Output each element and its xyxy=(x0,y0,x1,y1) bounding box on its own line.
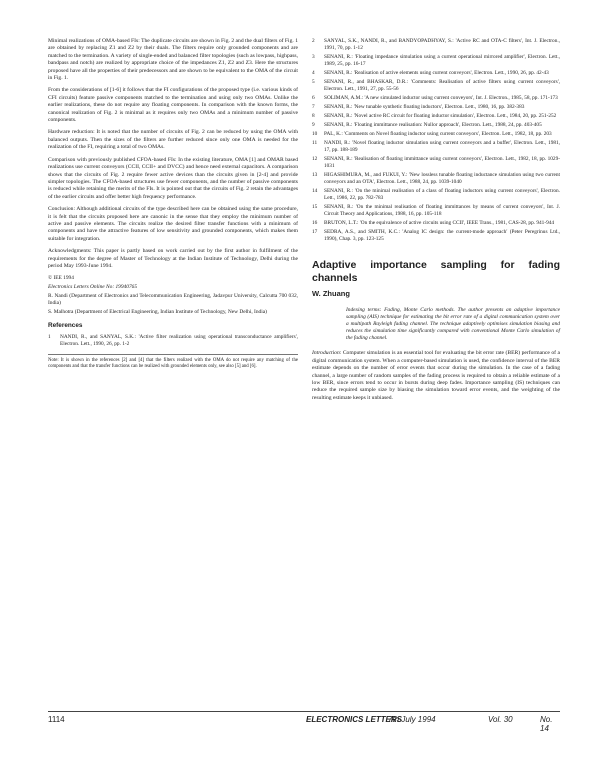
page-footer xyxy=(48,711,560,733)
reference-text: SANYAL, S.K., NANDI, R., and BANDYOPADHYAY, S.: 'Active RC and OTA-C filters', Int. J. Electron., 1991, 70, pp. 1-12 xyxy=(324,38,560,51)
reference-text: SENANI, R.: 'Novel active RC circuit for floating inductor simulation', Electron. Lett., 1984, 20, pp. 251-252 xyxy=(324,113,557,119)
reference-number: 12 xyxy=(312,156,318,162)
introduction-paragraph: Introduction: Computer simulation is an essential tool for evaluating the bit error rate (BER) performance of a digital communication system. When a computer-based simulation is used, the confidence interval of the BER estimate depends on the number of error events that occur during the simulation. In the case of a fading channel, a large number of random samples of the fading process is required to obtain a reliable estimate of a low BER, since errors tend to occur in bursts during deep fades. Importance sampling (IS) techniques can reduce the required sample size by biasing the simulation toward error events, and the weighting of the resulting estimate keeps it unbiased. xyxy=(312,350,561,401)
reference-item xyxy=(312,122,560,129)
reference-text: HIGASHIMURA, M., and FUKUI, Y.: 'New lossless tunable floating inductance simulation using two current conveyors and an OTA', Electron. Lett., 1988, 24, pp. 1039-1040 xyxy=(324,172,560,185)
reference-text: SENANI, R.: 'Realisation of floating immittance using current conveyors', Electron. Lett., 1982, 18, pp. 1029-1031 xyxy=(324,156,560,169)
paragraph-considerations: From the considerations of [1-6] it follows that the FI configurations of the proposed type (i.e. various kinds of CFI circuits) feature passive components matched to the termination and using only two OMAs. Unlike the earlier realizations, these do not require any floating components. In comparison with the known forms, the canonical realization of Fig. 2 is minimal as it requires only two OMAs and a minimum number of passive components. xyxy=(48,87,298,124)
reference-item xyxy=(312,188,560,202)
reference-number: 3 xyxy=(312,54,315,60)
reference-text: SENANI, R.: 'Realisation of active elements using current conveyors', Electron. Lett., 1990, 26, pp. 42-43 xyxy=(324,70,549,76)
references-heading: References xyxy=(48,322,83,330)
reference-number: 1 xyxy=(48,333,51,340)
reference-number: 13 xyxy=(312,172,318,178)
article-title: Adaptive importance sampling for fading channels xyxy=(312,259,560,284)
reference-item xyxy=(312,38,560,52)
reference-item xyxy=(312,172,560,186)
reference-number: 9 xyxy=(312,122,315,128)
reference-item xyxy=(312,204,560,218)
reference-item xyxy=(312,79,560,93)
reference-number: 8 xyxy=(312,113,315,119)
journal-name: ELECTRONICS LETTERS xyxy=(306,715,403,724)
reference-list-right xyxy=(312,38,560,245)
reference-number: 2 xyxy=(312,38,315,44)
reference-item xyxy=(312,104,560,111)
reference-item xyxy=(312,229,560,243)
article-abstract: Indexing terms: Fading, Monte Carlo methods. The author presents an adaptive importance sampling (AIS) technique for estimating the bit error rate of a digital communication system over a multipath Rayleigh fading channel. The technique adaptively optimises simulation biasing and reduces the simulation time significantly compared with conventional Monte Carlo simulation of the fading channel. xyxy=(346,307,560,342)
reference-number: 14 xyxy=(312,188,318,194)
received-line: Electronics Letters Online No: 19940765 xyxy=(48,284,138,291)
reference-text: SENANI, R.: 'Floating impedance simulation using a current operational mirrored amplifier', Electron. Lett., 1989, 25, pp. 16-17 xyxy=(324,54,560,67)
left-column xyxy=(48,38,298,371)
reference-list-left xyxy=(48,334,298,348)
reference-text: SENANI, R.: 'On the minimal realisation of a class of floating inductors using current conveyors', Electron. Lett., 1986, 22, pp. 782-783 xyxy=(324,188,560,201)
reference-text: SENANI, R.: 'New tunable synthetic floating inductors', Electron. Lett., 1980, 16, pp. 382-383 xyxy=(324,104,525,110)
reference-item xyxy=(48,334,298,348)
reference-number: 11 xyxy=(312,140,318,146)
paragraph-conclusion: Conclusion: Although additional circuits of the type described here can be obtained using the same procedure, it is felt that the circuits proposed here are canonic in the sense that they employ the minimum number of active and passive elements. The circuits realize the desired filter transfer functions with a minimum of components and have the attractive features of low sensitivity and grounded components, which makes them suitable for integration. xyxy=(48,206,298,242)
right-column xyxy=(312,38,560,407)
reference-number: 10 xyxy=(312,131,318,137)
reference-number: 15 xyxy=(312,204,318,210)
reference-text: SENANI, R., and BHASKAR, D.R.: 'Comments: Realisation of active filters using current conveyors', Electron. Lett., 1991, 27, pp. 55-56 xyxy=(324,79,560,92)
reference-number: 17 xyxy=(312,229,318,235)
reference-item xyxy=(312,131,560,138)
reference-number: 4 xyxy=(312,70,315,76)
reference-item xyxy=(312,95,560,102)
reference-item xyxy=(312,113,560,120)
reference-number: 5 xyxy=(312,79,315,85)
reference-text: SENANI, R.: 'Floating immittance realisation: Nullor approach', Electron. Lett., 1988, 24, pp. 403-405 xyxy=(324,122,542,128)
article-author: W. Zhuang xyxy=(312,289,350,298)
affiliation-2: S. Malhotra (Department of Electrical Engineering, Indian Institute of Technology, New Delhi, India) xyxy=(48,309,267,316)
paragraph-minimal-realizations: Minimal realizations of OMA-based FIs: The duplicate circuits are shown in Fig. 2 and the dual filters of Fig. 1 are obtained by replacing Z1 and Z2 by their duals. The filters require only grounded components and are matched to the termination. A variety of single-ended and balanced filter topologies (such as lowpass, highpass, bandpass and notch) are realized by appropriate choice of the impedances Z1, Z2 and Z3. Here the structures proposed have all the properties of their predecessors and are shown to be equivalent to the OMA of the circuit in Fig. 1. xyxy=(48,38,298,82)
reference-number: 7 xyxy=(312,104,315,110)
reference-item xyxy=(312,156,560,170)
reference-text: SOLIMAN, A.M.: 'A new simulated inductor using current conveyors', Int. J. Electron., 1985, 58, pp. 171-173 xyxy=(324,95,558,101)
footnote: Note: It is shown in the references [2] and [4] that the filters realized with the OMA do not require any matching of the components and that the transfer functions can be realized with grounded elements only, see also [5] and [6]. xyxy=(48,354,298,371)
reference-text: PAL, K.: 'Comments on Novel floating inductor using current conveyors', Electron. Lett., 1982, 18, pp. 203 xyxy=(324,131,552,137)
reference-item xyxy=(312,70,560,77)
introduction-heading: Introduction xyxy=(312,350,340,357)
paragraph-hardware-reduction: Hardware reduction: It is noted that the number of circuits of Fig. 2 can be reduced by using the OMA with balanced outputs. Then the sizes of the filters are further reduced since only one OMA is needed for the realization of the FI, requiring a total of two OMAs. xyxy=(48,129,298,151)
copyright-line: © IEE 1994 xyxy=(48,275,74,282)
reference-text: NANDI, R., and SANYAL, S.K.: 'Active filter realization using operational transconductance amplifiers', Electron. Lett., 1990, 26, pp. 1-2 xyxy=(60,333,298,347)
introduction-text: Computer simulation is an essential tool for evaluating the bit error rate (BER) performance of a digital communication system. When a computer-based simulation is used, the confidence interval of the BER estimate depends on the number of error events that occur during the simulation. In the case of a fading channel, a large number of random samples of the fading process is required to obtain a reliable estimate of a low BER, since errors tend to occur in bursts during deep fades. Importance sampling (IS) techniques can reduce the required sample size by biasing the simulation toward error events, and the weighting of the resulting estimate keeps it unbiased. xyxy=(312,350,561,401)
issue-date: 7th July 1994 xyxy=(388,715,436,724)
reference-number: 16 xyxy=(312,220,318,226)
issue-number: No. 14 xyxy=(540,715,553,733)
reference-number: 6 xyxy=(312,95,315,101)
reference-item xyxy=(312,140,560,154)
reference-text: SEDRA, A.S., and SMITH, K.C.: 'Analog IC design: the current-mode approach' (Peter Peregrinus Ltd., 1990), Chap. 3, pp. 123-125 xyxy=(324,229,560,242)
affiliation-1: R. Nandi (Department of Electronics and Telecommunication Engineering, Jadavpur University, Calcutta 700 032, India) xyxy=(48,293,298,307)
reference-item xyxy=(312,220,560,227)
paragraph-comparison: Comparison with previously published CFOA-based FIs: In the existing literature, OMA [1] and OMAR based realizations use current conveyors (CCII, CCII+ and DVCC) and hence need external capacitors. A comparison shows that the circuits of Fig. 2 require fewer active devices than the circuits given in [2-4] and provide simpler topologies. The CFOA-based structures use fewer components, and the number of passive components is reduced while retaining the merits of the FIs. It is pointed out that the circuits of Fig. 2 retain the advantages of the earlier circuits and offer better high frequency performance. xyxy=(48,156,298,200)
paragraph-acknowledgments: Acknowledgments: This paper is partly based on work carried out by the first author in fulfilment of the requirements for the degree of Master of Technology at the Indian Institute of Technology, Delhi during the period May 1993-June 1994. xyxy=(48,248,298,269)
volume: Vol. 30 xyxy=(488,715,513,724)
reference-text: SENANI, R.: 'On the minimal realisation of floating immittances by means of current conveyors', Int. J. Circuit Theory and Applications, 1988, 16, pp. 105-118 xyxy=(324,204,560,217)
reference-text: BRUTON, L.T.: 'On the equivalence of active circuits using CCII', IEEE Trans., 1981, CAS-28, pp. 941-944 xyxy=(324,220,555,226)
reference-text: NANDI, R.: 'Novel floating inductor simulation using current conveyors and a buffer', Electron. Lett., 1981, 17, pp. 188-189 xyxy=(324,140,560,153)
reference-item xyxy=(312,54,560,68)
page-number: 1114 xyxy=(48,715,65,724)
